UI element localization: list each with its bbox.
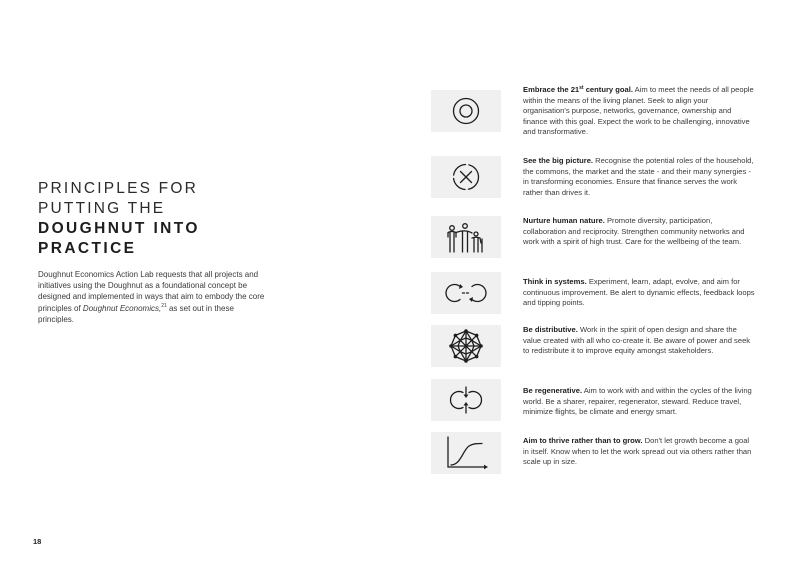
principle-7-icon-box — [431, 432, 501, 474]
principle-2-title: See the big picture. — [523, 156, 594, 165]
principle-2 — [523, 156, 755, 198]
principle-1-title-end: century goal. — [583, 85, 633, 94]
principle-1-title-start: Embrace the 21 — [523, 85, 580, 94]
principle-5-icon-box — [431, 325, 501, 367]
principle-4-icon-box — [431, 272, 501, 314]
principle-6-title: Be regenerative. — [523, 386, 583, 395]
principle-4-body: Experiment, learn, adapt, evolve, and aim for continuous improvement. Be alert to dynamic effects, feedback loops and tipping points. — [523, 277, 755, 308]
principle-6-body: Aim to work with and within the cycles of the living world. Be a sharer, repairer, regenerator, steward. Reduce travel, minimize flights, be climate and energy smart. — [523, 386, 752, 417]
principle-1-title-sup: st — [579, 85, 584, 91]
principle-6 — [523, 386, 755, 418]
human-nature-icon — [431, 216, 501, 258]
page-number: 18 — [33, 537, 42, 546]
heading-line-2: PUTTING THE — [38, 200, 166, 217]
principle-3-body: Promote diversity, participation, collaboration and reciprocity. Strengthen community networks and work with a spirit of high trust. Care for the wellbeing of the team. — [523, 216, 745, 247]
principle-3-title: Nurture human nature. — [523, 216, 605, 225]
principle-3-icon-box — [431, 216, 501, 258]
systems-icon — [431, 272, 501, 314]
intro-text-end: as set out in these principles. — [38, 303, 234, 324]
principle-6-icon-box — [431, 379, 501, 421]
page-heading — [38, 179, 278, 259]
principle-5-body: Work in the spirit of open design and share the value created with all who co-create it. Be aware of power and seek to redistribute it to improve equity amongst stakeholders. — [523, 325, 751, 356]
footnote-ref: 21 — [161, 302, 167, 309]
principle-3 — [523, 216, 755, 248]
intro-paragraph — [38, 269, 270, 325]
principle-1-title — [523, 85, 633, 94]
concentric-circles-icon — [431, 90, 501, 132]
regenerative-icon — [431, 379, 501, 421]
principle-2-icon-box — [431, 156, 501, 198]
principle-1-icon-box — [431, 90, 501, 132]
book-title: Doughnut Economics, — [82, 303, 162, 313]
principle-5 — [523, 325, 755, 357]
principle-1-body: Aim to meet the needs of all people within the means of the living planet. Seek to align your organisation's purpose, networks, governance, ownership and finance with this goal. Expect the work to be challenging, innovative and transformative. — [523, 85, 754, 137]
principle-7 — [523, 436, 755, 468]
principle-7-body: Don't let growth become a goal in itself. Know when to let the work spread out via others rather than scale up in size. — [523, 436, 752, 467]
principle-1 — [523, 85, 755, 138]
thrive-curve-icon — [431, 432, 501, 474]
big-picture-icon — [431, 156, 501, 198]
principle-2-body: Recognise the potential roles of the household, the commons, the market and the state - and their many synergies - in transforming economies. Ensure that finance serves the work rather than drives it. — [523, 156, 754, 197]
heading-line-3: DOUGHNUT INTO — [38, 220, 200, 237]
heading-line-4: PRACTICE — [38, 240, 137, 257]
intro-text: Doughnut Economics Action Lab requests that all projects and initiatives using the Doughnut as a foundational concept be designed and implemented in ways that aim to embody the core principles of — [38, 270, 265, 313]
principle-4-title: Think in systems. — [523, 277, 587, 286]
principle-7-title: Aim to thrive rather than to grow. — [523, 436, 643, 445]
principle-4 — [523, 277, 755, 309]
network-icon — [431, 325, 501, 367]
principle-5-title: Be distributive. — [523, 325, 578, 334]
heading-line-1: PRINCIPLES FOR — [38, 180, 198, 197]
